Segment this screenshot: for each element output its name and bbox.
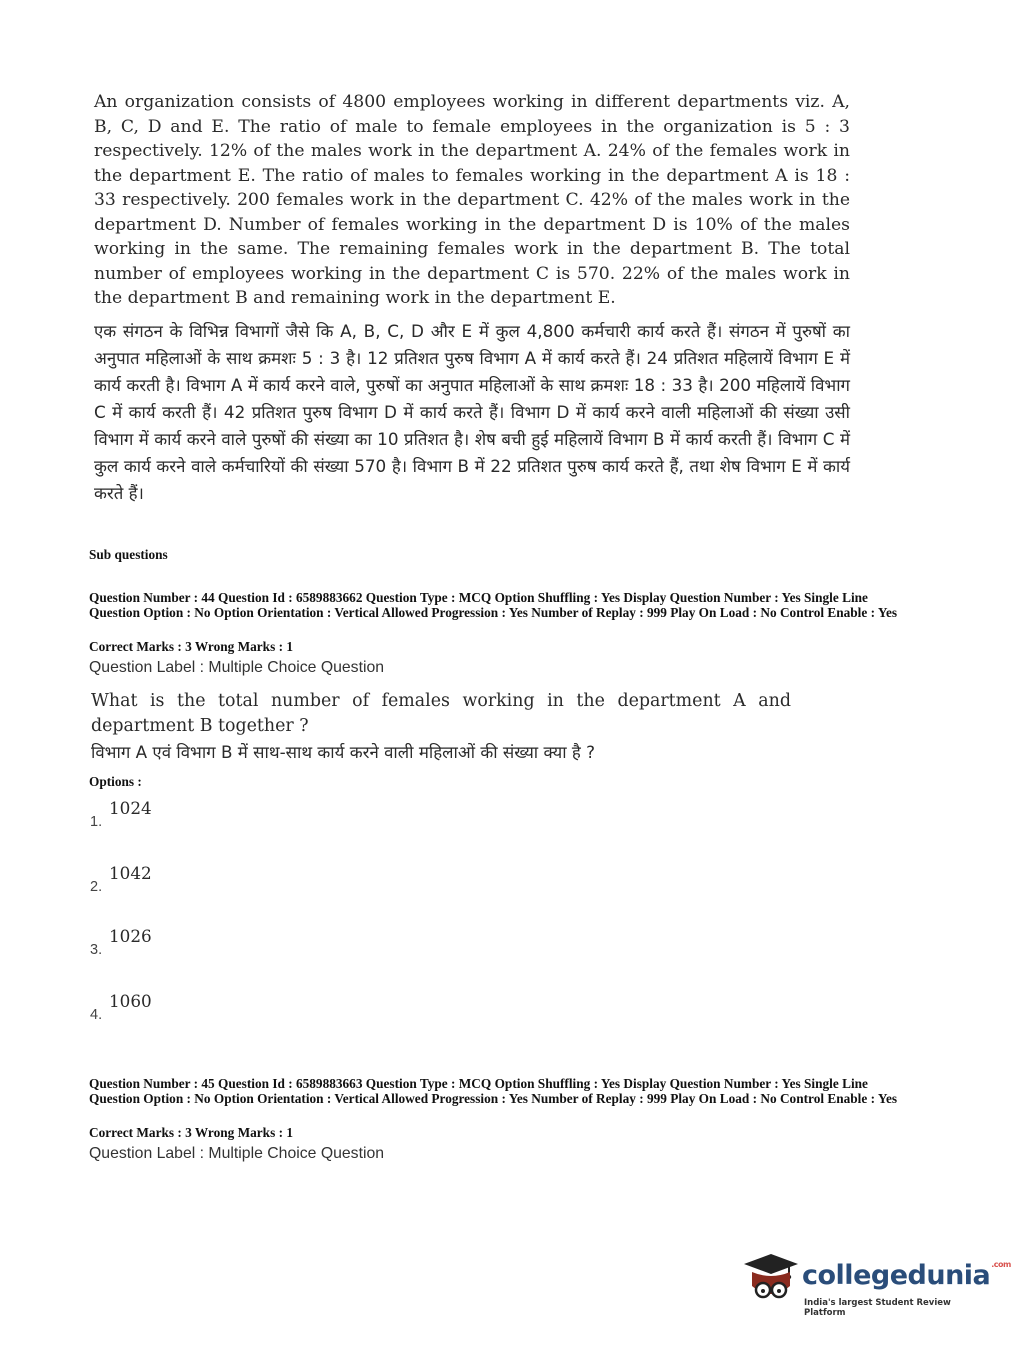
options-heading: Options : xyxy=(89,774,142,789)
mascot-icon xyxy=(742,1250,800,1308)
question-44-label: Question Label : Multiple Choice Question xyxy=(89,659,385,676)
option-1-value: 1024 xyxy=(109,798,152,818)
question-45-marks: Correct Marks : 3 Wrong Marks : 1 xyxy=(89,1125,293,1140)
question-44-text-line-2: department B together ? xyxy=(91,716,309,736)
option-4-number: 4. xyxy=(90,1007,103,1023)
question-44-marks: Correct Marks : 3 Wrong Marks : 1 xyxy=(89,639,293,654)
logo-name: collegedunia xyxy=(802,1260,991,1291)
question-45-label: Question Label : Multiple Choice Question xyxy=(89,1145,385,1162)
question-44-text-hindi: विभाग A एवं विभाग B में साथ-साथ कार्य करने वाली महिलाओं की संख्या क्या है ? xyxy=(91,742,596,762)
logo-tagline: India's largest Student Review Platform xyxy=(804,1298,951,1318)
logo-superscript: .com xyxy=(991,1260,1011,1269)
passage-hindi: एक संगठन के विभिन्न विभागों जैसे कि A, B, C, D और E में कुल 4,800 कर्मचारी कार्य करते हैं। संगठन में पुरुषों का अनुपात महिलाओं के साथ क्रमशः 5 : 3 है। 12 प्रतिशत पुरुष विभाग A में कार्य करते हैं। 24 प्रतिशत महिलायें विभाग E में कार्य करती है। विभाग A में कार्य करने वाले, पुरुषों का अनुपात महिलाओं के साथ क्रमशः 18 : 33 है। 200 महिलायें विभाग C में कार्य करती हैं। 42 प्रतिशत पुरुष विभाग D में कार्य करते हैं। विभाग D में कार्य करने वाली महिलाओं की संख्या उसी विभाग में कार्य करने वाले पुरुषों की संख्या का 10 प्रतिशत है। शेष बची हुई महिलायें विभाग B में कार्य करती हैं। विभाग C में कुल कार्य करने वाले कर्मचारियों की संख्या 570 है। विभाग B में 22 प्रतिशत पुरुष कार्य करते हैं, तथा शेष विभाग E में कार्य करते हैं। xyxy=(94,321,850,503)
passage-english: An organization consists of 4800 employees working in different departments viz. A, B, C, D and E. The ratio of male to female employees in the organization is 5 : 3 respectively. 12% of the males work in the department A. 24% of the females work in the department E. The ratio of males to females working in the department A is 18 : 33 respectively. 200 females work in the department C. 42% of the males work in the department D. Number of females working in the department D is 10% of the males working in the same. The remaining females work in the department B. The total number of employees working in the department C is 570. 22% of the males work in the department B and remaining work in the department E. xyxy=(94,92,850,308)
option-1[interactable] xyxy=(90,798,290,838)
option-2-value: 1042 xyxy=(109,863,152,883)
option-2[interactable] xyxy=(90,863,290,903)
question-44-meta: Question Number : 44 Question Id : 6589883662 Question Type : MCQ Option Shuffling : Yes Display Question Number : Yes Single Line Question Option : No Option Orientation : Vertical Allowed Progression : Yes Number of Replay : 999 Play On Load : No Control Enable : Yes xyxy=(89,590,898,620)
sub-questions-heading: Sub questions xyxy=(89,547,168,562)
option-4-value: 1060 xyxy=(109,991,152,1011)
option-1-number: 1. xyxy=(90,814,103,830)
option-2-number: 2. xyxy=(90,879,103,895)
question-44-text-english xyxy=(91,689,791,739)
option-3[interactable] xyxy=(90,926,290,966)
collegedunia-logo[interactable] xyxy=(742,1250,1011,1320)
question-45-meta: Question Number : 45 Question Id : 6589883663 Question Type : MCQ Option Shuffling : Yes Display Question Number : Yes Single Line Question Option : No Option Orientation : Vertical Allowed Progression : Yes Number of Replay : 999 Play On Load : No Control Enable : Yes xyxy=(89,1076,898,1106)
option-3-value: 1026 xyxy=(109,926,152,946)
question-44-text-line-1: What is the total number of females working in the department A and xyxy=(91,691,791,711)
logo-wordmark xyxy=(802,1260,1011,1291)
option-4[interactable] xyxy=(90,991,290,1031)
option-3-number: 3. xyxy=(90,942,103,958)
